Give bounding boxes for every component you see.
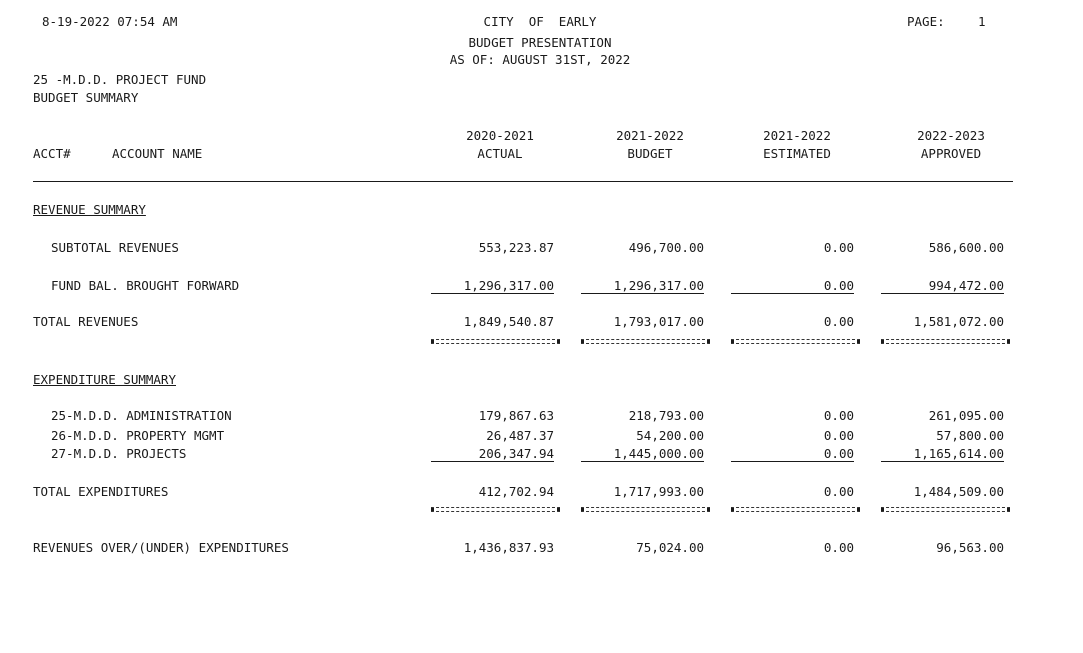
total-value-budget: 1,793,017.00 [613, 314, 704, 329]
row-value-actual: 26,487.37 [486, 428, 554, 443]
row-value-actual: 553,223.87 [478, 240, 554, 255]
col4-type-header: APPROVED [920, 146, 982, 161]
subtotal-underline [731, 461, 854, 462]
subtotal-underline [731, 293, 854, 294]
subtotal-underline [431, 293, 554, 294]
subtotal-underline [431, 461, 554, 462]
double-rule [581, 339, 710, 344]
row-value-actual: 206,347.94 [478, 446, 554, 461]
double-rule [881, 507, 1010, 512]
report-title: BUDGET PRESENTATION [468, 35, 612, 50]
col2-year-header: 2021-2022 [616, 128, 684, 143]
page-number: 1 [978, 14, 986, 29]
row-value-budget: 496,700.00 [628, 240, 704, 255]
col3-year-header: 2021-2022 [763, 128, 831, 143]
row-name: 26-M.D.D. PROPERTY MGMT [51, 428, 225, 443]
row-value-actual: 179,867.63 [478, 408, 554, 423]
row-value-estimated: 0.00 [823, 446, 854, 461]
total-value-approved: 1,484,509.00 [913, 484, 1004, 499]
account-name-header: ACCOUNT NAME [112, 146, 203, 161]
total-value-estimated: 0.00 [823, 484, 854, 499]
total-value-actual: 412,702.94 [478, 484, 554, 499]
total-value-estimated: 0.00 [823, 314, 854, 329]
row-name: FUND BAL. BROUGHT FORWARD [51, 278, 240, 293]
total-value-budget: 1,717,993.00 [613, 484, 704, 499]
row-value-budget: 1,445,000.00 [613, 446, 704, 461]
net-value-budget: 75,024.00 [636, 540, 704, 555]
header-divider [33, 181, 1013, 182]
row-value-budget: 218,793.00 [628, 408, 704, 423]
double-rule [431, 507, 560, 512]
expenditure-section-title: EXPENDITURE SUMMARY [33, 372, 176, 387]
row-value-approved: 994,472.00 [928, 278, 1004, 293]
subtotal-underline [881, 293, 1004, 294]
col2-type-header: BUDGET [627, 146, 673, 161]
net-label: REVENUES OVER/(UNDER) EXPENDITURES [33, 540, 289, 555]
double-rule [581, 507, 710, 512]
row-value-estimated: 0.00 [823, 428, 854, 443]
col3-type-header: ESTIMATED [763, 146, 831, 161]
total-value-approved: 1,581,072.00 [913, 314, 1004, 329]
subtotal-underline [881, 461, 1004, 462]
net-value-actual: 1,436,837.93 [463, 540, 554, 555]
subtotal-underline [581, 293, 704, 294]
as-of-date: AS OF: AUGUST 31ST, 2022 [449, 52, 631, 67]
col1-year-header: 2020-2021 [466, 128, 534, 143]
row-value-estimated: 0.00 [823, 408, 854, 423]
row-value-budget: 54,200.00 [636, 428, 704, 443]
total-revenues-label: TOTAL REVENUES [33, 314, 139, 329]
run-datetime: 8-19-2022 07:54 AM [42, 14, 178, 29]
row-value-estimated: 0.00 [823, 278, 854, 293]
row-name: SUBTOTAL REVENUES [51, 240, 179, 255]
revenue-section-title: REVENUE SUMMARY [33, 202, 146, 217]
row-value-estimated: 0.00 [823, 240, 854, 255]
acct-header: ACCT# [33, 146, 71, 161]
net-value-approved: 96,563.00 [936, 540, 1004, 555]
row-name: 27-M.D.D. PROJECTS [51, 446, 187, 461]
row-value-approved: 586,600.00 [928, 240, 1004, 255]
row-value-approved: 57,800.00 [936, 428, 1004, 443]
double-rule [881, 339, 1010, 344]
page-label: PAGE: [907, 14, 945, 29]
row-value-budget: 1,296,317.00 [613, 278, 704, 293]
summary-type: BUDGET SUMMARY [33, 90, 139, 105]
row-name: 25-M.D.D. ADMINISTRATION [51, 408, 232, 423]
double-rule [731, 507, 860, 512]
subtotal-underline [581, 461, 704, 462]
row-value-actual: 1,296,317.00 [463, 278, 554, 293]
row-value-approved: 261,095.00 [928, 408, 1004, 423]
row-value-approved: 1,165,614.00 [913, 446, 1004, 461]
col1-type-header: ACTUAL [477, 146, 523, 161]
total-value-actual: 1,849,540.87 [463, 314, 554, 329]
double-rule [431, 339, 560, 344]
city-name: CITY OF EARLY [483, 14, 597, 29]
double-rule [731, 339, 860, 344]
total-expenditures-label: TOTAL EXPENDITURES [33, 484, 169, 499]
net-value-estimated: 0.00 [823, 540, 854, 555]
col4-year-header: 2022-2023 [917, 128, 985, 143]
fund-name: 25 -M.D.D. PROJECT FUND [33, 72, 207, 87]
